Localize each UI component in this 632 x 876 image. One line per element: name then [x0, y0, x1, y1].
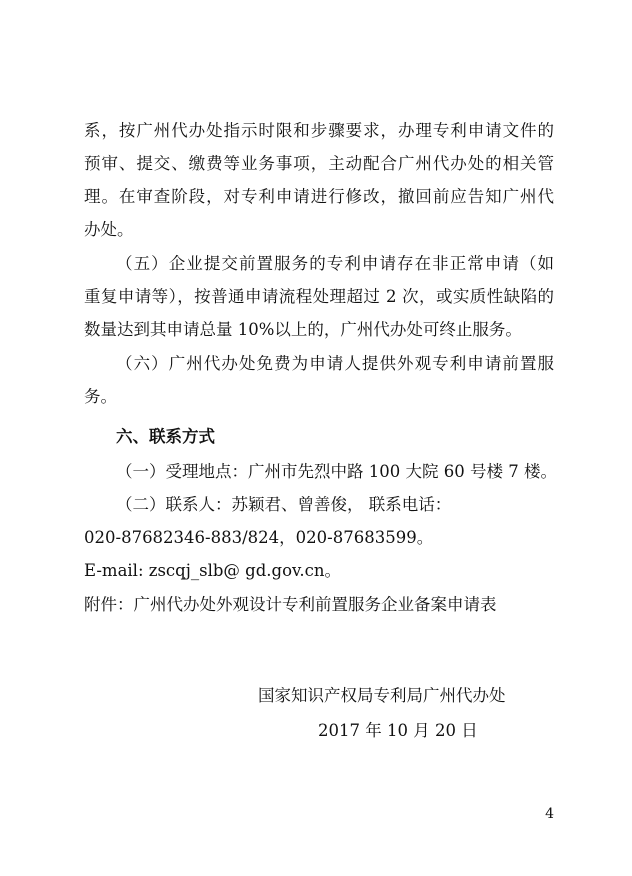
paragraph-line: （五）企业提交前置服务的专利申请存在非正常申请（如 [116, 254, 554, 273]
issuer-name: 国家知识产权局专利局广州代办处 [258, 686, 506, 705]
paragraph-line: 办处。 [84, 220, 134, 239]
paragraph-line: 系，按广州代办处指示时限和步骤要求，办理专利申请文件的 [84, 121, 554, 140]
contact-person: （二）联系人：苏颖君、曾善俊， 联系电话： [116, 495, 452, 514]
issue-date: 2017 年 10 月 20 日 [318, 721, 478, 740]
contact-phones: 020-87682346-883/824，020-87683599。 [84, 528, 434, 547]
page-number: 4 [545, 806, 554, 822]
paragraph-line: 理。在审查阶段，对专利申请进行修改，撤回前应告知广州代 [84, 187, 554, 206]
paragraph-line: 数量达到其申请总量 10%以上的，广州代办处可终止服务。 [84, 320, 522, 339]
attachment-line: 附件：广州代办处外观设计专利前置服务企业备案申请表 [84, 595, 497, 614]
section-heading: 六、联系方式 [116, 427, 215, 446]
contact-location: （一）受理地点：广州市先烈中路 100 大院 60 号楼 7 楼。 [116, 462, 557, 481]
paragraph-line: 务。 [84, 387, 117, 406]
paragraph-line: 重复申请等），按普通申请流程处理超过 2 次，或实质性缺陷的 [84, 287, 554, 306]
contact-email: E-mail: zscqj_slb@ gd.gov.cn。 [84, 561, 341, 580]
paragraph-line: 预审、提交、缴费等业务事项，主动配合广州代办处的相关管 [84, 154, 554, 173]
paragraph-line: （六）广州代办处免费为申请人提供外观专利申请前置服 [116, 354, 554, 373]
